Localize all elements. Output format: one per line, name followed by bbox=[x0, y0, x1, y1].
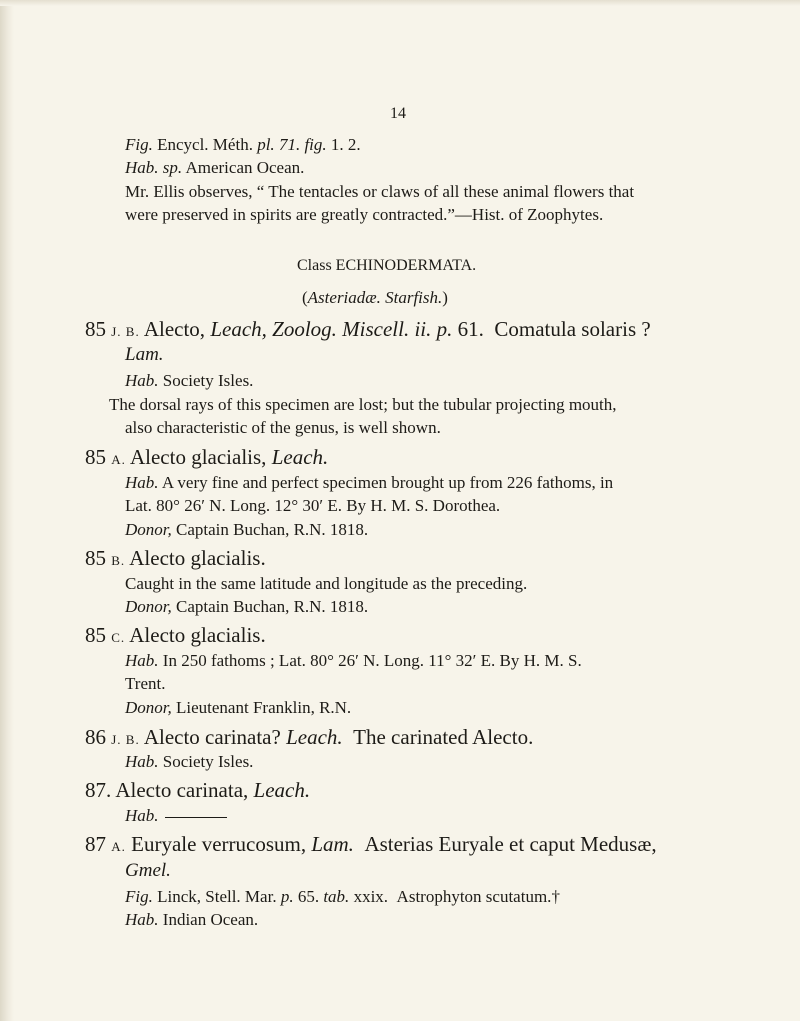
fig-pl-label: pl. bbox=[257, 135, 275, 154]
paren-open: ( bbox=[302, 288, 308, 307]
synonym: Asterias Euryale et caput Medusæ, bbox=[364, 832, 657, 856]
species-name: Euryale verrucosum, bbox=[131, 832, 307, 856]
entry-suffix: C. bbox=[111, 630, 126, 645]
quote-line: were preserved in spirits are greatly contracted.”—Hist. of Zoophytes. bbox=[125, 205, 604, 224]
synonym: Comatula solaris ? bbox=[494, 317, 651, 341]
dagger-mark: † bbox=[551, 887, 560, 906]
hab-label: Hab. sp. bbox=[125, 158, 183, 177]
entry-number: 85 bbox=[85, 623, 106, 647]
donor-label: Donor, bbox=[125, 520, 172, 539]
family-name: Asteriadæ. bbox=[307, 288, 381, 307]
entry-heading bbox=[85, 725, 533, 750]
synonym-author-text: Gmel. bbox=[125, 860, 171, 881]
common-name: Starfish. bbox=[385, 288, 443, 307]
fig-p-label: p. bbox=[280, 887, 294, 906]
hab-value: A very fine and perfect specimen brought up from 226 fathoms, in bbox=[161, 473, 614, 492]
donor-line bbox=[125, 520, 368, 540]
hab-value: In 250 fathoms ; Lat. 80° 26′ N. Long. 11° 32′ E. By H. M. S. bbox=[162, 651, 582, 670]
fig-tab-label: tab. bbox=[323, 887, 350, 906]
habitat-line bbox=[125, 806, 227, 826]
quote-line: Mr. Ellis observes, “ The tentacles or claws of all these animal flowers that bbox=[125, 182, 635, 201]
entry-heading bbox=[85, 445, 328, 470]
authority: Lam. bbox=[311, 832, 354, 856]
fig-label: Fig. bbox=[125, 887, 153, 906]
class-heading: Class ECHINODERMATA. bbox=[297, 257, 477, 274]
hab-label: Hab. bbox=[125, 910, 159, 929]
hab-label: Hab. bbox=[125, 806, 159, 825]
paren-close: ) bbox=[442, 288, 448, 307]
donor-line bbox=[125, 698, 351, 718]
fig-p-number: 65. bbox=[297, 887, 320, 906]
entry-suffix: A. bbox=[111, 839, 126, 854]
fig-tab-number: xxix. bbox=[353, 887, 389, 906]
fig-fig-label: fig. bbox=[304, 135, 327, 154]
entry-suffix: A. bbox=[111, 452, 126, 467]
note-line: Caught in the same latitude and longitude as the preceding. bbox=[125, 574, 528, 593]
species-name: Alecto glacialis. bbox=[129, 546, 266, 570]
hab-value: Society Isles. bbox=[162, 752, 254, 771]
authority: Leach, Zoolog. Miscell. bbox=[210, 317, 410, 341]
donor-label: Donor, bbox=[125, 597, 172, 616]
hab-value: Society Isles. bbox=[162, 371, 254, 390]
entry-suffix: J. B. bbox=[111, 732, 140, 747]
entry-heading bbox=[85, 778, 310, 803]
figure-reference bbox=[125, 887, 560, 907]
authority: Leach. bbox=[271, 445, 329, 469]
hab-label: Hab. bbox=[125, 651, 159, 670]
habitat-line-cont: Lat. 80° 26′ N. Long. 12° 30′ E. By H. M. S. Dorothea. bbox=[125, 496, 501, 515]
note-line: The dorsal rays of this specimen are lost; but the tubular projecting mouth, bbox=[109, 395, 617, 414]
species-name: Alecto glacialis. bbox=[129, 623, 266, 647]
donor-value: Captain Buchan, R.N. 1818. bbox=[176, 597, 369, 616]
entry-number: 87 bbox=[85, 832, 106, 856]
entry-suffix: B. bbox=[111, 553, 126, 568]
habitat-line bbox=[125, 752, 253, 772]
page-number: 14 bbox=[390, 105, 406, 122]
hab-value: Indian Ocean. bbox=[162, 910, 259, 929]
habitat-line bbox=[125, 371, 253, 391]
hab-label: Hab. bbox=[125, 752, 159, 771]
donor-value: Captain Buchan, R.N. 1818. bbox=[176, 520, 369, 539]
habitat-line bbox=[125, 651, 582, 671]
entry-heading bbox=[85, 546, 266, 571]
common-name: The carinated Alecto. bbox=[353, 725, 534, 749]
species-name: Alecto carinata, bbox=[115, 778, 249, 802]
ref-page-label: p. bbox=[436, 317, 453, 341]
species-name: Alecto glacialis, bbox=[129, 445, 267, 469]
habitat-line bbox=[125, 910, 258, 930]
habitat-line bbox=[125, 473, 613, 493]
blank-rule bbox=[165, 817, 227, 818]
authority: Leach. bbox=[253, 778, 311, 802]
entry-number: 87. bbox=[85, 778, 112, 802]
authority: Leach. bbox=[286, 725, 343, 749]
note-line: also characteristic of the genus, is well shown. bbox=[125, 418, 441, 437]
figure-reference bbox=[125, 135, 361, 155]
fig-fig-number: 1. 2. bbox=[330, 135, 361, 154]
entry-number: 86 bbox=[85, 725, 106, 749]
hab-label: Hab. bbox=[125, 371, 159, 390]
hab-value: American Ocean. bbox=[185, 158, 305, 177]
habitat-line bbox=[125, 158, 304, 178]
donor-label: Donor, bbox=[125, 698, 172, 717]
donor-value: Lieutenant Franklin, R.N. bbox=[176, 698, 352, 717]
subheading bbox=[302, 288, 448, 308]
habitat-line-cont: Trent. bbox=[125, 674, 166, 693]
entry-heading bbox=[85, 832, 657, 857]
entry-heading bbox=[85, 623, 266, 648]
entry-number: 85 bbox=[85, 546, 106, 570]
fig-source: Encycl. Méth. bbox=[157, 135, 253, 154]
entry-number: 85 bbox=[85, 317, 106, 341]
ref-volume: ii. bbox=[414, 317, 432, 341]
fig-pl-number: 71. bbox=[278, 135, 301, 154]
fig-extra: Astrophyton scutatum. bbox=[396, 887, 552, 906]
fig-source: Linck, Stell. Mar. bbox=[157, 887, 277, 906]
synonym-author bbox=[125, 860, 171, 882]
species-name: Alecto, bbox=[143, 317, 206, 341]
synonym-author bbox=[125, 344, 164, 366]
entry-number: 85 bbox=[85, 445, 106, 469]
fig-label: Fig. bbox=[125, 135, 153, 154]
donor-line bbox=[125, 597, 368, 617]
species-name: Alecto carinata? bbox=[143, 725, 281, 749]
ref-page: 61. bbox=[457, 317, 484, 341]
hab-label: Hab. bbox=[125, 473, 159, 492]
entry-suffix: J. B. bbox=[111, 324, 140, 339]
synonym-author-text: Lam. bbox=[125, 344, 164, 365]
entry-heading bbox=[85, 317, 651, 342]
